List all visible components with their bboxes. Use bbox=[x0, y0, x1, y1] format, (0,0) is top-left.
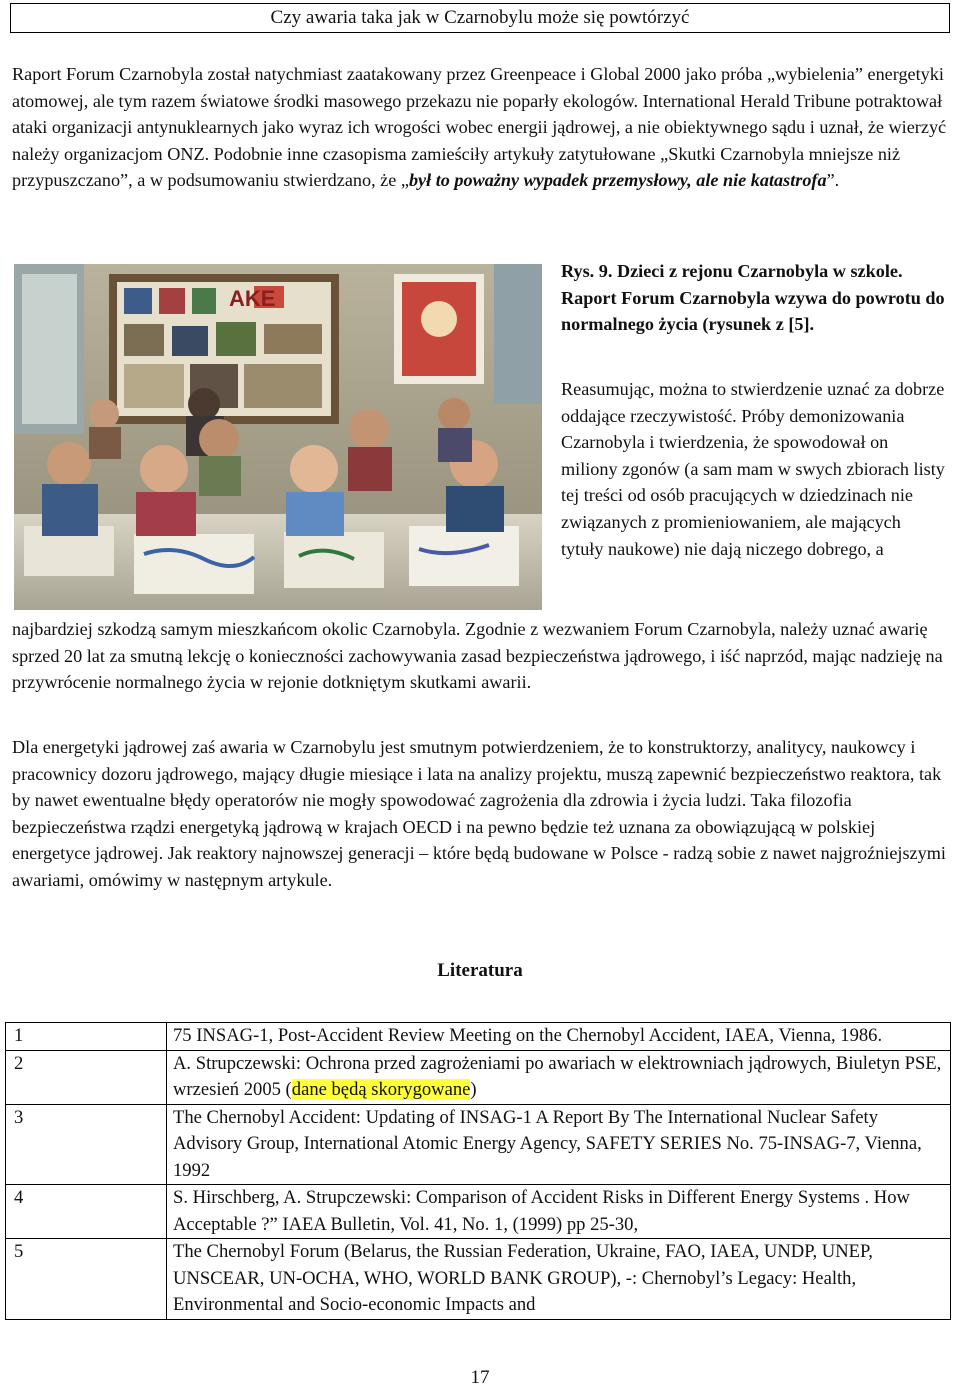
reference-text: The Chernobyl Forum (Belarus, the Russian Federation, Ukraine, FAO, IAEA, UNDP, UNEP, UNSCEAR, UN-OCHA, WHO, WORLD BANK GROUP), -: Chernobyl’s Legacy: Health, Environmental and Socio-economic Impacts and bbox=[167, 1239, 951, 1320]
reference-text: S. Hirschberg, A. Strupczewski: Comparison of Accident Risks in Different Energy Systems . How Acceptable ?” IAEA Bulletin, Vol. 41, No. 1, (1999) pp 25-30, bbox=[167, 1185, 951, 1239]
reference-text-cell bbox=[167, 1050, 951, 1104]
reference-row bbox=[6, 1239, 951, 1320]
emphasized-quote: był to poważny wypadek przemysłowy, ale nie katastrofa bbox=[408, 170, 827, 191]
paragraph-forum-report bbox=[12, 61, 947, 194]
reference-row bbox=[6, 1104, 951, 1185]
reference-number: 2 bbox=[6, 1050, 167, 1104]
reference-number: 1 bbox=[6, 1023, 167, 1051]
reference-row bbox=[6, 1050, 951, 1104]
figure-caption: Rys. 9. Dzieci z rejonu Czarnobyla w szkole. Raport Forum Czarnobyla wzywa do powrotu do normalnego życia (rysunek z [5]. bbox=[561, 261, 945, 335]
reference-text: 75 INSAG-1, Post-Accident Review Meeting on the Chernobyl Accident, IAEA, Vienna, 1986. bbox=[167, 1023, 951, 1051]
running-header: Czy awaria taka jak w Czarnobylu może się powtórzyć bbox=[10, 3, 950, 33]
paragraph-end: ”. bbox=[826, 170, 840, 191]
reference-text-end: ) bbox=[470, 1079, 477, 1100]
reference-text: The Chernobyl Accident: Updating of INSAG-1 A Report By The International Nuclear Safety Advisory Group, International Atomic Energy Agency, SAFETY SERIES No. 75-INSAG-7, Vienna, 1992 bbox=[167, 1104, 951, 1185]
highlighted-note: dane będą skorygowane bbox=[291, 1079, 471, 1100]
board-sign-text: AKE bbox=[229, 286, 276, 311]
literature-heading: Literatura bbox=[437, 960, 523, 981]
reference-row bbox=[6, 1185, 951, 1239]
reference-number: 3 bbox=[6, 1104, 167, 1185]
paragraph-text: Raport Forum Czarnobyla został natychmiast zaatakowany przez Greenpeace i Global 2000 jako próba „wybielenia” energetyki atomowej, ale tym razem światowe środki masowego przekazu nie poparły ekologów. International Herald Tribune potraktował ataki organizacji antynuklearnych jako wyraz ich wrogości wobec energii jądrowej, a nie obiektywnego sądu i uznał, że wierzyć należy organizacjom ONZ. Podobnie inne czasopisma zamieściły artykuły zatytułowane „Skutki Czarnobyla mniejsze niż przypuszczano”, a w podsumowaniu stwierdzano, że „ bbox=[12, 64, 947, 191]
paragraph-nuclear-safety: Dla energetyki jądrowej zaś awaria w Czarnobylu jest smutnym potwierdzeniem, że to konstruktorzy, analitycy, naukowcy i pracownicy dozoru jądrowego, mający długie miesiące i lata na analizy projektu, muszą zapewnić bezpieczeństwo reaktora, tak by nawet ewentualne błędy operatorów nie mogły spowodować zagrożenia dla zdrowia i życia ludzi. Taka filozofia bezpieczeństwa rządzi energetyką jądrową w krajach OECD i na pewno będzie też uznana za obowiązującą w polskiej energetyce jądrowej. Jak reaktory najnowszej generacji – które będą budowane w Polsce - radzą sobie z nawet najgroźniejszymi awariami, omówimy w następnym artykule. bbox=[12, 737, 946, 890]
reference-number: 5 bbox=[6, 1239, 167, 1320]
reference-row bbox=[6, 1023, 951, 1051]
reference-number: 4 bbox=[6, 1185, 167, 1239]
references-table bbox=[5, 1022, 951, 1320]
reference-text: A. Strupczewski: Ochrona przed zagrożeniami po awariach w elektrowniach jądrowych, Biuletyn PSE, wrzesień 2005 ( bbox=[173, 1052, 942, 1100]
page-number: 17 bbox=[470, 1367, 490, 1388]
children-classroom-photo bbox=[14, 264, 542, 610]
paragraph-beside-figure: Reasumując, można to stwierdzenie uznać za dobrze oddające rzeczywistość. Próby demonizowania Czarnobyla i twierdzenia, że spowodował on miliony zgonów (a sam mam w swych zbiorach listy tej treści od osób pracujących w dziedzinach nie związanych z promieniowaniem, ale mających tytuły naukowe) nie dają niczego dobrego, a bbox=[561, 379, 945, 559]
paragraph-forum-call: najbardziej szkodzą samym mieszkańcom okolic Czarnobyla. Zgodnie z wezwaniem Forum Czarnobyla, należy uznać awarię sprzed 20 lat za smutną lekcję o konieczności zachowywania zasad bezpieczeństwa jądrowego, i iść naprzód, mając nadzieję na przywrócenie normalnego życia w rejonie dotkniętym skutkami awarii. bbox=[12, 619, 943, 693]
